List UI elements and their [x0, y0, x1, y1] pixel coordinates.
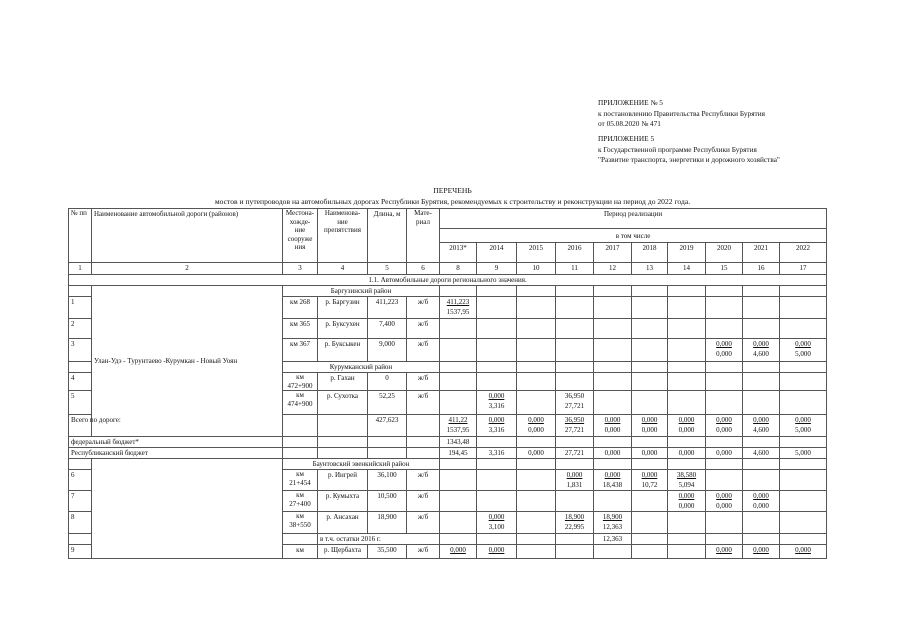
district-name: Баргузинский район: [283, 286, 440, 297]
appendix-ref-2: к Государственной программе Республики Бурятия: [598, 144, 757, 154]
value-top: 0,000: [716, 492, 732, 500]
value-top: 0,000: [678, 416, 695, 424]
colnum: 10: [517, 263, 556, 275]
year-2017: 2017: [594, 243, 632, 263]
value: 0,000: [668, 448, 706, 459]
colnum: 1: [69, 263, 92, 275]
value: 194,45: [440, 448, 477, 459]
row-obstacle: р. Баргузин: [318, 297, 368, 319]
row-location: км 365: [283, 319, 318, 339]
value-top: 0,000: [716, 340, 732, 348]
value: 0,000: [706, 448, 743, 459]
value: 0,000: [632, 448, 668, 459]
total-length: 427,623: [368, 415, 407, 437]
row-material: ж/б: [407, 491, 440, 512]
district-name: Баунтовский эвенкийский район: [283, 459, 440, 470]
row-num: 7: [69, 491, 92, 512]
column-numbers-row: [69, 263, 827, 275]
value-top: 0,000: [604, 471, 621, 479]
value-top: 0,000: [488, 392, 505, 400]
value: 0,000: [743, 545, 780, 559]
row-material: ж/б: [407, 297, 440, 319]
year-2015: 2015: [517, 243, 556, 263]
colnum: 4: [318, 263, 368, 275]
district-row: [69, 286, 827, 297]
value: 27,721: [556, 448, 594, 459]
row-obstacle: р. Щербахта: [318, 545, 368, 559]
value-top: 0,000: [753, 492, 769, 500]
value-bottom: 0,000: [678, 502, 695, 510]
colnum: 17: [780, 263, 827, 275]
document-subtitle: мостов и путепроводов на автомобильных дорогах Республики Бурятия, рекомендуемых к строительству и реконструкции на период до 2022 года.: [214, 197, 691, 206]
value-bottom: 22,995: [564, 523, 585, 531]
appendix-program: "Развитие транспорта, энергетики и дорожного хозяйства": [598, 155, 780, 164]
value-top: 0,000: [566, 471, 583, 479]
row-obstacle: р. Буксухен: [318, 319, 368, 339]
value-top: 0,000: [641, 471, 658, 479]
appendix-date: от 05.08.2020 № 471: [598, 119, 661, 128]
federal-budget-row: [69, 437, 827, 448]
federal-budget-2013: 1343,48: [440, 437, 477, 448]
colnum: 5: [368, 263, 407, 275]
value-top: 0,000: [753, 340, 769, 348]
row-obstacle: р. Сухотка: [318, 391, 368, 415]
col-material: Мате-риал: [407, 209, 440, 263]
value-top: 0,000: [795, 340, 811, 348]
value-top: 411,22: [448, 416, 468, 424]
total-label: Всего по дороге:: [69, 415, 283, 437]
year-2018: 2018: [632, 243, 668, 263]
value: 4,600: [743, 448, 780, 459]
value-top: 0,000: [488, 416, 505, 424]
year-2016: 2016: [556, 243, 594, 263]
value-bottom: 1,831: [566, 481, 583, 489]
value-bottom: 1537,95: [446, 426, 470, 434]
value-bottom: 27,721: [564, 402, 585, 410]
total-row: [69, 415, 827, 437]
value: 0,000: [706, 545, 743, 559]
row-material: ж/б: [407, 319, 440, 339]
year-2019: 2019: [668, 243, 706, 263]
value: 5,000: [780, 448, 827, 459]
colnum: 9: [477, 263, 517, 275]
row-length: 10,500: [368, 491, 407, 512]
colnum: 6: [407, 263, 440, 275]
bridges-table: [68, 208, 827, 559]
value-bottom: 3,316: [488, 426, 505, 434]
value-top: 18,900: [602, 513, 623, 521]
year-2013: 2013*: [440, 243, 477, 263]
value-bottom: 0,000: [678, 426, 695, 434]
value-top: 0,000: [641, 416, 658, 424]
appendix-title-2: ПРИЛОЖЕНИЕ 5: [598, 134, 655, 143]
table-header-row: [69, 209, 827, 229]
year-2014: 2014: [477, 243, 517, 263]
row-obstacle: р. Гахан: [318, 373, 368, 391]
colnum: 11: [556, 263, 594, 275]
remainder-label: в т.ч. остатки 2016 г.: [318, 534, 440, 545]
row-length: 18,900: [368, 512, 407, 534]
row-num: 3: [69, 339, 92, 362]
row-length: 9,000: [368, 339, 407, 362]
colnum: 14: [668, 263, 706, 275]
row-obstacle: р. Ингрей: [318, 470, 368, 491]
row-material: ж/б: [407, 545, 440, 559]
year-2021: 2021: [743, 243, 780, 263]
document-title: ПЕРЕЧЕНЬ: [433, 186, 472, 195]
row-obstacle: р. Кумыхта: [318, 491, 368, 512]
row-obstacle: р. Ансахан: [318, 512, 368, 534]
value-bottom: 0,000: [528, 426, 544, 434]
federal-budget-label: федеральный бюджет*: [69, 437, 283, 448]
row-num: 4: [69, 373, 92, 391]
colnum: 16: [743, 263, 780, 275]
republic-budget-row: [69, 448, 827, 459]
value-top: 0,000: [528, 416, 544, 424]
value-top: 36,950: [564, 416, 585, 424]
value-top: 0,000: [716, 416, 732, 424]
row-location: км 474+900: [283, 391, 318, 415]
value-top: 38,580: [676, 471, 697, 479]
row-location: км 21+454: [283, 470, 318, 491]
value-bottom: 0,000: [716, 350, 732, 358]
col-length: Длина, м: [368, 209, 407, 263]
colnum: 15: [706, 263, 743, 275]
col-num: № пп: [69, 209, 92, 263]
value: 0,000: [594, 448, 632, 459]
value-bottom: 10,72: [641, 481, 658, 489]
value-bottom: 3,100: [488, 523, 505, 531]
row-material: ж/б: [407, 512, 440, 534]
value-top: 0,000: [604, 416, 621, 424]
row-length: 0: [368, 373, 407, 391]
row-num: 1: [69, 297, 92, 319]
colnum: 12: [594, 263, 632, 275]
row-length: 411,223: [368, 297, 407, 319]
row-location: км 27+400: [283, 491, 318, 512]
value-bottom: 1537,95: [446, 308, 470, 316]
value-bottom: 18,438: [602, 481, 623, 489]
row-num: 2: [69, 319, 92, 339]
remainder-2017: 12,363: [594, 534, 632, 545]
colnum: 2: [92, 263, 283, 275]
row-num: 9: [69, 545, 92, 559]
district-row: [69, 459, 827, 470]
value-top: 0,000: [678, 492, 695, 500]
value-bottom: 3,316: [488, 402, 505, 410]
appendix-ref: к постановлению Правительства Республики Бурятия: [598, 108, 766, 118]
row-material: ж/б: [407, 391, 440, 415]
col-period: Период реализации: [440, 209, 827, 229]
appendix-header-1: [598, 98, 765, 130]
value-top: 18,900: [564, 513, 585, 521]
value-bottom: 5,000: [795, 350, 811, 358]
value-bottom: 4,600: [753, 426, 769, 434]
row-num: 5: [69, 391, 92, 415]
row-material: ж/б: [407, 339, 440, 362]
appendix-header-2: [598, 134, 780, 166]
value: 0,000: [517, 448, 556, 459]
col-road: Наименование автомобильной дороги (районов): [92, 209, 283, 263]
section-row: [69, 275, 827, 286]
value-bottom: 0,000: [604, 426, 621, 434]
row-location: км 268: [283, 297, 318, 319]
year-2020: 2020: [706, 243, 743, 263]
row-num: 6: [69, 470, 92, 491]
col-obstacle: Наименова-ние препятствия: [318, 209, 368, 263]
road-name: Улан-Удэ - Турунтаево -Курумкан - Новый Уоян: [92, 286, 283, 437]
row-num: 8: [69, 512, 92, 534]
value-top: 0,000: [795, 416, 811, 424]
appendix-title: ПРИЛОЖЕНИЕ № 5: [598, 98, 663, 107]
col-location: Местона-хожде-ние сооруже ния: [283, 209, 318, 263]
value-bottom: 5,000: [795, 426, 811, 434]
row-length: 7,400: [368, 319, 407, 339]
value: 0,000: [780, 545, 827, 559]
district-name: Курумканский район: [283, 362, 440, 373]
value-top: 0,000: [753, 416, 769, 424]
row-location: км 472+900: [283, 373, 318, 391]
section-title: 1.1. Автомобильные дороги регионального значения.: [69, 275, 827, 286]
value-bottom: 27,721: [564, 426, 585, 434]
value-top: 411,223: [446, 298, 470, 306]
colnum: 3: [283, 263, 318, 275]
row-material: ж/б: [407, 470, 440, 491]
value-bottom: 12,363: [602, 523, 623, 531]
year-2022: 2022: [780, 243, 827, 263]
value-top: 36,950: [564, 392, 585, 400]
colnum: 8: [440, 263, 477, 275]
value-bottom: 4,600: [753, 350, 769, 358]
value-bottom: 5,094: [678, 481, 695, 489]
row-material: ж/б: [407, 373, 440, 391]
colnum: 13: [632, 263, 668, 275]
row-location: км: [283, 545, 318, 559]
col-incl: в том числе: [440, 229, 827, 243]
value-bottom: 0,000: [641, 426, 658, 434]
value: 0,000: [477, 545, 517, 559]
value-top: 0,000: [488, 513, 505, 521]
row-length: 52,25: [368, 391, 407, 415]
value: 3,316: [477, 448, 517, 459]
row-length: 36,100: [368, 470, 407, 491]
row-location: км 38+550: [283, 512, 318, 534]
value: 0,000: [440, 545, 477, 559]
row-length: 35,500: [368, 545, 407, 559]
value-bottom: 0,000: [716, 426, 732, 434]
value-bottom: 0,000: [753, 502, 769, 510]
republic-budget-label: Республиканский бюджет: [69, 448, 283, 459]
value-bottom: 0,000: [716, 502, 732, 510]
row-obstacle: р. Буксыкен: [318, 339, 368, 362]
row-location: км 367: [283, 339, 318, 362]
